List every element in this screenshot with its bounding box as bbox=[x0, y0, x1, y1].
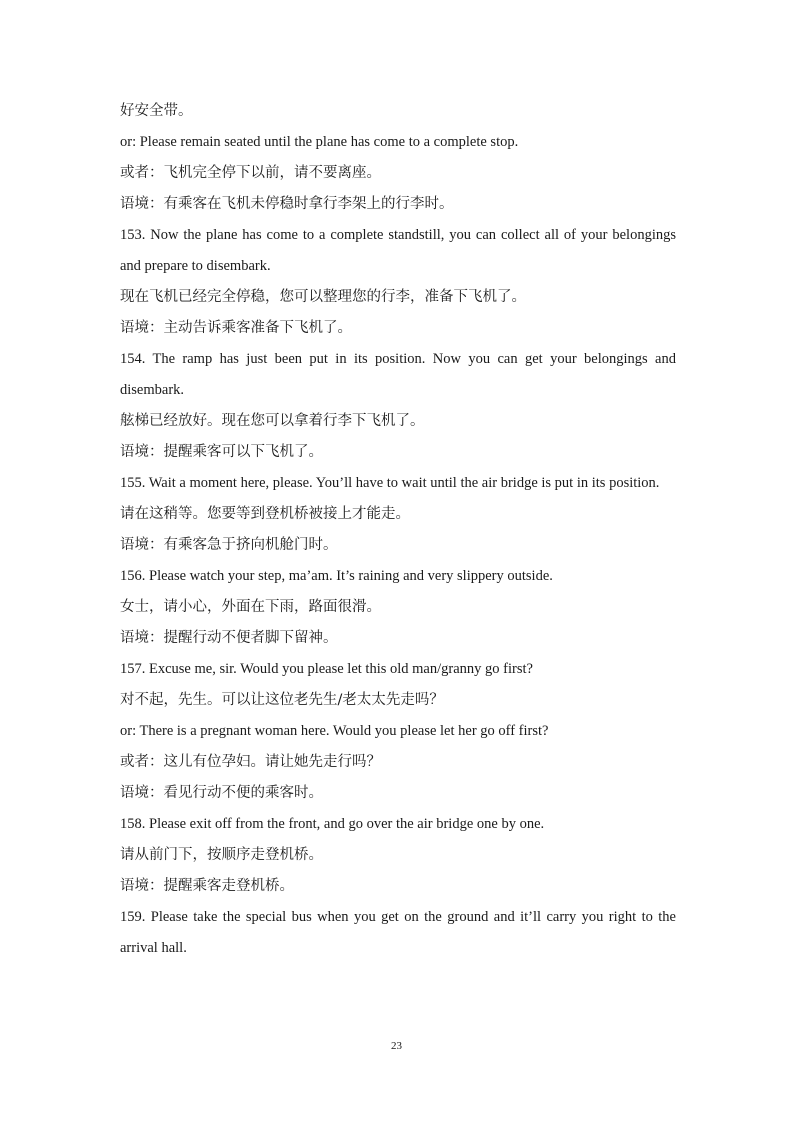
phrase-156: 156. Please watch your step, ma’am. It’s raining and very slippery outside. bbox=[120, 568, 553, 584]
text-line: 语境：提醒行动不便者脚下留神。 bbox=[120, 630, 338, 646]
text-line: 语境：有乘客在飞机未停稳时拿行李架上的行李时。 bbox=[120, 196, 454, 212]
phrase-154: 154. The ramp has just been put in its position. Now you can get your belongings and disembark. bbox=[120, 351, 676, 398]
body-text bbox=[120, 96, 676, 964]
text-line: or: There is a pregnant woman here. Would you please let her go off first? bbox=[120, 723, 549, 739]
text-line: 语境：看见行动不便的乘客时。 bbox=[120, 785, 323, 801]
text-line: 语境：主动告诉乘客准备下飞机了。 bbox=[120, 320, 352, 336]
phrase-157: 157. Excuse me, sir. Would you please let this old man/granny go first? bbox=[120, 661, 533, 677]
text-line: 对不起，先生。可以让这位老先生/老太太先走吗？ bbox=[120, 692, 444, 708]
page-number: 23 bbox=[391, 1040, 402, 1052]
text-line: 请从前门下，按顺序走登机桥。 bbox=[120, 847, 323, 863]
phrase-159: 159. Please take the special bus when you get on the ground and it’ll carry you right to the arrival hall. bbox=[120, 909, 676, 956]
phrase-153: 153. Now the plane has come to a complete standstill, you can collect all of your belongings and prepare to disembark. bbox=[120, 227, 676, 274]
phrase-158: 158. Please exit off from the front, and go over the air bridge one by one. bbox=[120, 816, 545, 832]
text-line: 或者：这儿有位孕妇。请让她先走行吗？ bbox=[120, 754, 381, 770]
text-line: 舷梯已经放好。现在您可以拿着行李下飞机了。 bbox=[120, 413, 425, 429]
text-line: 语境：有乘客急于挤向机舱门时。 bbox=[120, 537, 338, 553]
text-line: 语境：提醒乘客走登机桥。 bbox=[120, 878, 294, 894]
text-line: 女士，请小心，外面在下雨，路面很滑。 bbox=[120, 599, 381, 615]
text-line: or: Please remain seated until the plane has come to a complete stop. bbox=[120, 134, 519, 150]
text-line: 语境：提醒乘客可以下飞机了。 bbox=[120, 444, 323, 460]
text-line: 现在飞机已经完全停稳，您可以整理您的行李，准备下飞机了。 bbox=[120, 289, 526, 305]
text-line: 或者：飞机完全停下以前，请不要离座。 bbox=[120, 165, 381, 181]
text-line: 好安全带。 bbox=[120, 103, 193, 119]
text-line: 请在这稍等。您要等到登机桥被接上才能走。 bbox=[120, 506, 410, 522]
phrase-155: 155. Wait a moment here, please. You’ll have to wait until the air bridge is put in its position. bbox=[120, 475, 660, 491]
